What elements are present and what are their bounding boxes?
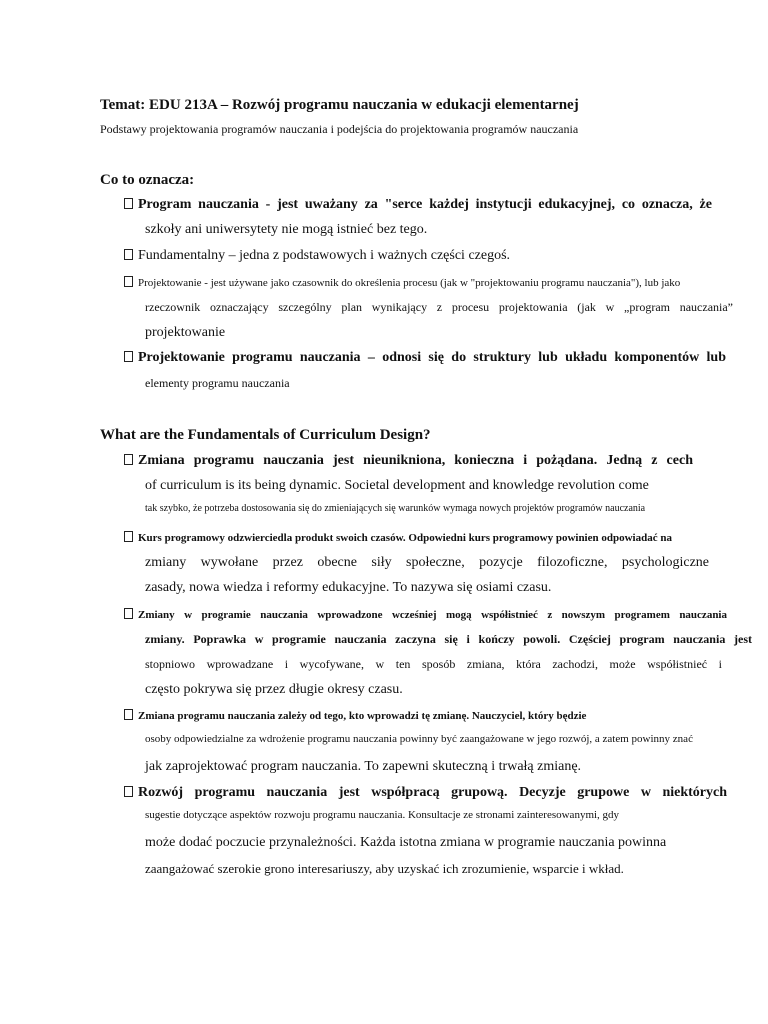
bullet-text: Kurs programowy odzwierciedla produkt swoich czasów. Odpowiedni kurs programowy powinien odpowiadać na xyxy=(138,532,672,544)
bullet-text: Program nauczania - jest uważany za "serce każdej instytucji edukacyjnej, co oznacza, że xyxy=(138,197,712,212)
bullet-zmiana-nieunikniona-line1 xyxy=(124,453,693,469)
bullet-zmiana-nieunikniona-line3: tak szybko, że potrzeba dostosowania się do zmieniających się warunków wymaga nowych projektów programów nauczania xyxy=(145,503,646,514)
bullet-kto-wprowadzi-line2: osoby odpowiedzialne za wdrożenie programu nauczania powinny być zaangażowane w jego rozwój, a zatem powinny znać xyxy=(145,733,693,745)
bullet-wspolpraca-grupowa-line3: może dodać poczucie przynależności. Każda istotna zmiana w programie nauczania powinna xyxy=(145,835,667,850)
bullet-zmiany-wspolistniec-line3: stopniowo wprowadzane i wycofywane, w ten sposób zmiana, która zachodzi, może współistnieć i xyxy=(145,657,722,671)
bullet-text: Rozwój programu nauczania jest współpracą grupową. Decyzje grupowe w niektórych xyxy=(138,785,727,800)
bullet-wspolpraca-grupowa-line1 xyxy=(124,785,727,801)
bullet-kurs-programowy-line1 xyxy=(124,531,672,544)
bullet-projektowanie-line2: rzeczownik oznaczający szczególny plan wynikający z procesu projektowania (jak w „program nauczania” xyxy=(145,300,733,314)
bullet-program-nauczania-line1 xyxy=(124,197,712,213)
section-heading-fundamentals: What are the Fundamentals of Curriculum Design? xyxy=(100,427,431,443)
bullet-kto-wprowadzi-line1 xyxy=(124,709,586,722)
bullet-kurs-programowy-line2: zmiany wywołane przez obecne siły społeczne, pozycje filozoficzne, psychologiczne xyxy=(145,555,709,570)
bullet-text: Projektowanie - jest używane jako czasownik do określenia procesu (jak w "projektowaniu programu nauczania"), lub jako xyxy=(138,277,681,289)
checkbox-bullet-icon xyxy=(124,249,133,260)
bullet-projektowanie-line1 xyxy=(124,276,680,289)
bullet-projektowanie-programu-line1 xyxy=(124,350,726,366)
checkbox-bullet-icon xyxy=(124,786,133,797)
bullet-zmiana-nieunikniona-line2: of curriculum is its being dynamic. Societal development and knowledge revolution come xyxy=(145,478,649,493)
bullet-zmiany-wspolistniec-line4: często pokrywa się przez długie okresy czasu. xyxy=(145,682,403,697)
bullet-projektowanie-line3: projektowanie xyxy=(145,325,226,340)
bullet-zmiany-wspolistniec-line1 xyxy=(124,608,727,621)
document-title: Temat: EDU 213A – Rozwój programu nauczania w edukacji elementarnej xyxy=(100,97,579,113)
checkbox-bullet-icon xyxy=(124,608,133,619)
bullet-projektowanie-programu-line2: elementy programu nauczania xyxy=(145,376,290,390)
bullet-text: Zmiana programu nauczania zależy od tego, kto wprowadzi tę zmianę. Nauczyciel, który będzie xyxy=(138,710,587,722)
checkbox-bullet-icon xyxy=(124,351,133,362)
section-heading-co-to-oznacza: Co to oznacza: xyxy=(100,172,195,188)
bullet-text: Zmiana programu nauczania jest nieunikniona, konieczna i pożądana. Jedną z cech xyxy=(138,453,693,468)
document-subtitle: Podstawy projektowania programów nauczania i podejścia do projektowania programów nauczania xyxy=(100,122,579,136)
bullet-text: Zmiany w programie nauczania wprowadzone wcześniej mogą współistnieć z nowszym programem nauczania xyxy=(138,609,727,621)
checkbox-bullet-icon xyxy=(124,709,133,720)
bullet-program-nauczania-line2: szkoły ani uniwersytety nie mogą istnieć bez tego. xyxy=(145,222,428,237)
bullet-wspolpraca-grupowa-line2: sugestie dotyczące aspektów rozwoju programu nauczania. Konsultacje ze stronami zainteresowanymi, gdy xyxy=(145,809,620,821)
bullet-zmiany-wspolistniec-line2: zmiany. Poprawka w programie nauczania zaczyna się i kończy powoli. Częściej program nauczania jest xyxy=(145,632,752,646)
bullet-wspolpraca-grupowa-line4: zaangażować szerokie grono interesariuszy, aby uzyskać ich zrozumienie, wsparcie i wkład. xyxy=(145,861,624,876)
bullet-text: Projektowanie programu nauczania – odnosi się do struktury lub układu komponentów lub xyxy=(138,350,726,365)
checkbox-bullet-icon xyxy=(124,454,133,465)
bullet-kurs-programowy-line3: zasady, nowa wiedza i reformy edukacyjne. To nazywa się osiami czasu. xyxy=(145,580,552,595)
checkbox-bullet-icon xyxy=(124,198,133,209)
bullet-fundamentalny xyxy=(124,248,510,264)
checkbox-bullet-icon xyxy=(124,531,133,542)
bullet-text: Fundamentalny – jedna z podstawowych i ważnych części czegoś. xyxy=(138,248,511,263)
checkbox-bullet-icon xyxy=(124,276,133,287)
bullet-kto-wprowadzi-line3: jak zaprojektować program nauczania. To zapewni skuteczną i trwałą zmianę. xyxy=(145,759,582,774)
